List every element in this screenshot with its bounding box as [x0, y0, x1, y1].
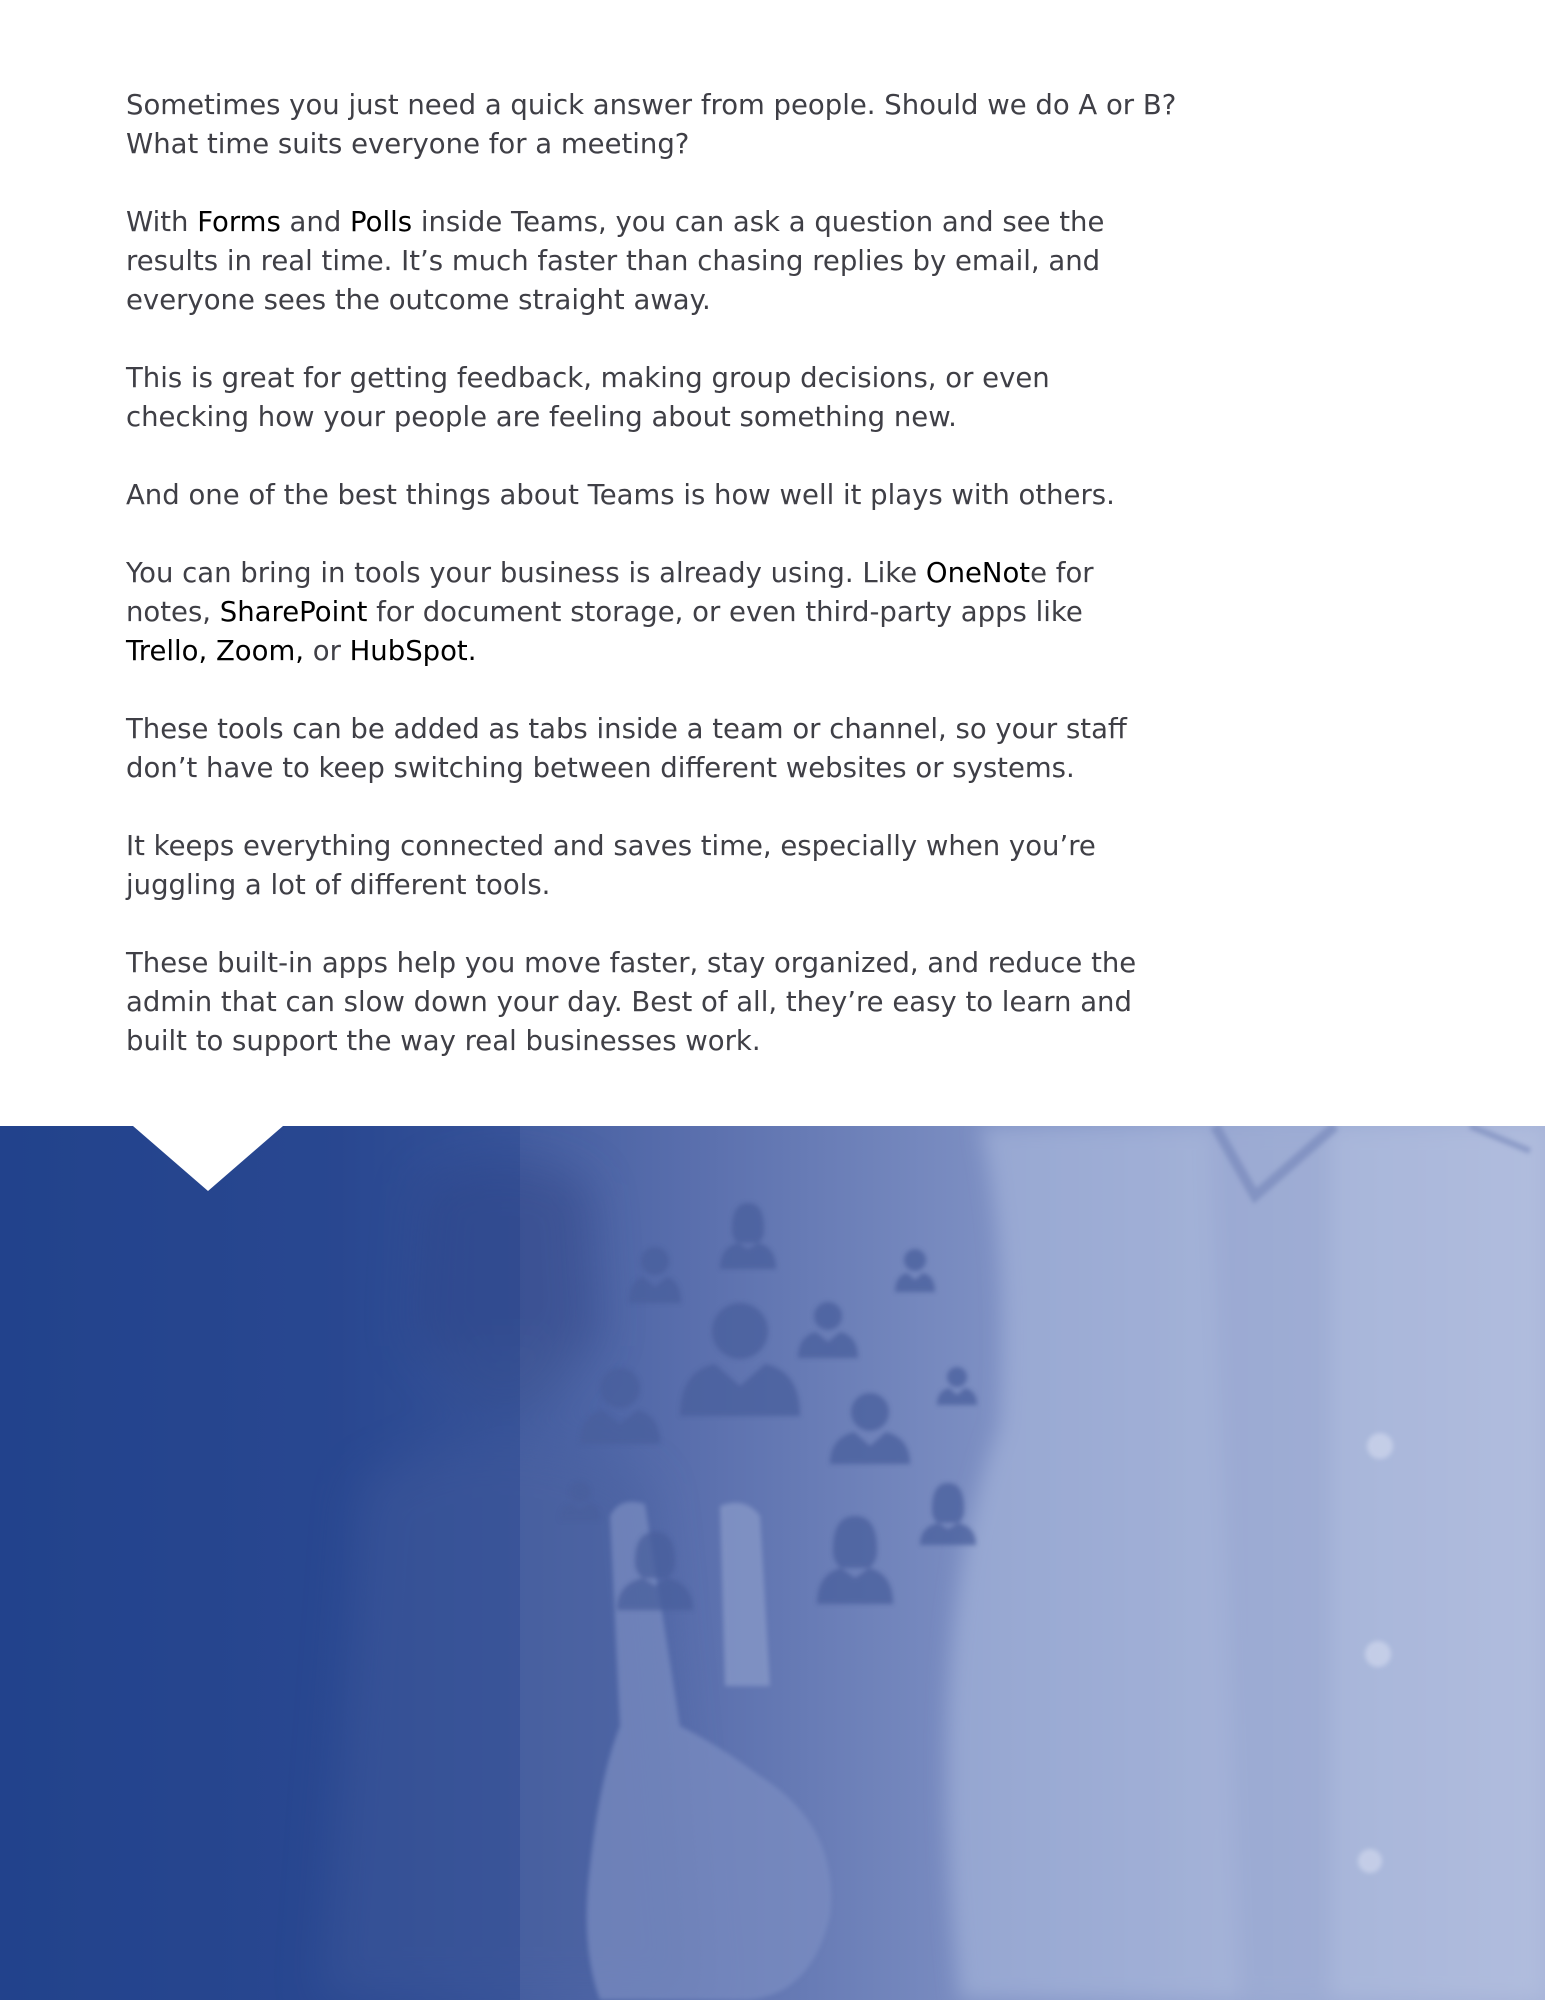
text-segment: You can bring in tools your business is already using. Like — [126, 557, 926, 589]
paragraph-bring-tools — [126, 554, 1146, 671]
text-line: And one of the best things about Teams is how well it plays with others. — [126, 479, 1115, 511]
paragraph-tabs — [126, 710, 1146, 788]
text-line: These built-in apps help you move faster, stay organized, and reduce the — [126, 947, 1137, 979]
text-line: everyone sees the outcome straight away. — [126, 284, 711, 316]
text-line: These tools can be added as tabs inside a team or channel, so your staff — [126, 713, 1127, 745]
text-line: built to support the way real businesses work. — [126, 1025, 761, 1057]
hubspot-link[interactable]: HubSpot. — [349, 635, 477, 667]
text-segment: for document storage, or even third-party apps like — [367, 596, 1083, 628]
text-line: juggling a lot of different tools. — [126, 869, 551, 901]
text-line: This is great for getting feedback, making group decisions, or even — [126, 362, 1050, 394]
onenote-link[interactable]: OneNot — [925, 557, 1031, 589]
trello-zoom-links[interactable]: Trello, Zoom, — [126, 635, 304, 667]
sharepoint-link[interactable]: SharePoint — [219, 596, 368, 628]
text-line: It keeps everything connected and saves time, especially when you’re — [126, 830, 1096, 862]
paragraph-summary — [126, 944, 1146, 1061]
text-line: admin that can slow down your day. Best of all, they’re easy to learn and — [126, 986, 1132, 1018]
text-segment: inside Teams, you can ask a question and see the — [412, 206, 1105, 238]
text-segment: and — [280, 206, 351, 238]
paragraph-quick-answer — [126, 86, 1177, 164]
text-line: checking how your people are feeling about something new. — [126, 401, 957, 433]
paragraph-feedback — [126, 359, 1146, 437]
paragraph-plays-with-others — [126, 476, 1146, 515]
forms-link[interactable]: Forms — [197, 206, 281, 238]
text-line: results in real time. It’s much faster than chasing replies by email, and — [126, 245, 1101, 277]
text-line: Sometimes you just need a quick answer from people. Should we do A or B? — [126, 89, 1177, 121]
text-segment: or — [304, 635, 350, 667]
text-segment: With — [126, 206, 198, 238]
chevron-notch-icon — [0, 1126, 1545, 1196]
hero-image-banner — [0, 1126, 1545, 2000]
person-pointing-at-network-icon — [0, 1126, 1545, 2000]
polls-link[interactable]: Polls — [350, 206, 413, 238]
text-line: don’t have to keep switching between different websites or systems. — [126, 752, 1075, 784]
text-segment: e for — [1030, 557, 1094, 589]
text-segment: notes, — [126, 596, 220, 628]
paragraph-forms-polls — [126, 203, 1146, 320]
paragraph-connected — [126, 827, 1146, 905]
article-body — [126, 86, 1177, 1100]
text-line: What time suits everyone for a meeting? — [126, 128, 690, 160]
